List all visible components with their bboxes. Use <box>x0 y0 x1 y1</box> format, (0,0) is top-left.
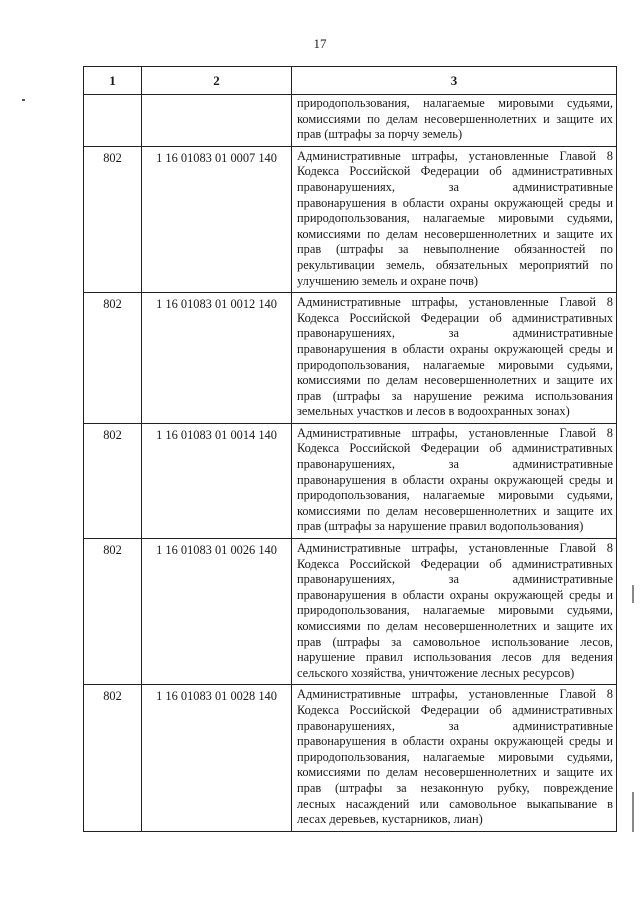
desc-line: прав (штрафы за нарушение режима использования <box>297 388 613 403</box>
fines-table <box>83 66 617 832</box>
cell-kbk: 1 16 01083 01 0014 140 <box>142 423 292 538</box>
table-row <box>84 146 617 292</box>
desc-line: Кодекса Российской Федерации об административных <box>297 702 613 717</box>
desc-line: Административные штрафы, установленные Главой 8 <box>297 295 613 310</box>
table-row <box>84 539 617 685</box>
desc-line: комиссиями по делам несовершеннолетних и защите их <box>297 765 613 780</box>
page-number: 17 <box>313 36 327 51</box>
cell-kbk: 1 16 01083 01 0007 140 <box>142 146 292 292</box>
desc-line: Кодекса Российской Федерации об административных <box>297 556 613 571</box>
desc-line: правонарушения в области охраны окружающей среды и <box>297 734 613 749</box>
margin-dot <box>22 99 25 101</box>
desc-line: правонарушениях, за административные <box>297 718 613 733</box>
desc-line: природопользования, налагаемые мировыми судьями, <box>297 357 613 372</box>
table-header-row <box>84 67 617 95</box>
desc-line: комиссиями по делам несовершеннолетних и защите их <box>297 226 613 241</box>
desc-line: лесах деревьев, кустарников, лиан) <box>297 812 483 827</box>
cell-kbk: 1 16 01083 01 0026 140 <box>142 539 292 685</box>
desc-line: сельского хозяйства, уничтожение лесных ресурсов) <box>297 665 575 680</box>
table-row-continuation <box>84 95 617 147</box>
desc-line: прав (штрафы за невыполнение обязанностей по <box>297 242 613 257</box>
desc-line: природопользования, налагаемые мировыми судьями, <box>297 749 613 764</box>
desc-line: правонарушения в области охраны окружающей среды и <box>297 195 613 210</box>
table-row <box>84 685 617 831</box>
cell-description <box>292 95 617 147</box>
cell-kbk: 1 16 01083 01 0028 140 <box>142 685 292 831</box>
desc-line: правонарушения в области охраны окружающей среды и <box>297 341 613 356</box>
desc-line: природопользования, налагаемые мировыми судьями, <box>297 211 613 226</box>
desc-line: улучшению земель и охране почв) <box>297 273 479 288</box>
desc-line: правонарушениях, за административные <box>297 457 613 472</box>
cell-code: 802 <box>84 685 142 831</box>
desc-line: природопользования, налагаемые мировыми судьями, <box>297 488 613 503</box>
header-col-2: 2 <box>142 67 292 95</box>
cell-code: 802 <box>84 293 142 424</box>
desc-line: природопользования, налагаемые мировыми судьями, <box>297 96 613 110</box>
table-row <box>84 423 617 538</box>
desc-line: природопользования, налагаемые мировыми судьями, <box>297 603 613 618</box>
cell-code: 802 <box>84 539 142 685</box>
cell-description <box>292 539 617 685</box>
desc-line: Административные штрафы, установленные Главой 8 <box>297 687 613 702</box>
desc-line: земельных участков и лесов в водоохранных зонах) <box>297 404 570 419</box>
cell-kbk <box>142 95 292 147</box>
cell-description <box>292 293 617 424</box>
desc-line: Кодекса Российской Федерации об административных <box>297 310 613 325</box>
desc-line: комиссиями по делам несовершеннолетних и защите их <box>297 503 613 518</box>
cell-kbk: 1 16 01083 01 0012 140 <box>142 293 292 424</box>
desc-line: прав (штрафы за незаконную рубку, повреждение <box>297 780 613 795</box>
desc-line: лесных насаждений или самовольное выкапывание в <box>297 796 613 811</box>
desc-line: правонарушения в области охраны окружающей среды и <box>297 587 613 602</box>
desc-line: Административные штрафы, установленные Главой 8 <box>297 425 613 440</box>
cell-description <box>292 146 617 292</box>
cell-code: 802 <box>84 146 142 292</box>
desc-line: прав (штрафы за самовольное использование лесов, <box>297 634 613 649</box>
margin-mark <box>632 585 634 603</box>
desc-line: нарушение правил использования лесов для ведения <box>297 650 613 665</box>
desc-line: комиссиями по делам несовершеннолетних и защите их <box>297 373 613 388</box>
desc-line: правонарушениях, за административные <box>297 179 613 194</box>
cell-code <box>84 95 142 147</box>
desc-line: Административные штрафы, установленные Главой 8 <box>297 541 613 556</box>
header-col-3: 3 <box>292 67 617 95</box>
header-col-1: 1 <box>84 67 142 95</box>
table-row <box>84 293 617 424</box>
desc-line: правонарушения в области охраны окружающей среды и <box>297 472 613 487</box>
desc-line: Административные штрафы, установленные Главой 8 <box>297 148 613 163</box>
desc-line: прав (штрафы за нарушение правил водопользования) <box>297 519 584 534</box>
desc-line: комиссиями по делам несовершеннолетних и защите их <box>297 619 613 633</box>
desc-line: Кодекса Российской Федерации об административных <box>297 441 613 456</box>
desc-line: правонарушениях, за административные <box>297 326 613 341</box>
desc-line: Кодекса Российской Федерации об административных <box>297 164 613 179</box>
margin-mark <box>632 792 634 832</box>
desc-line: правонарушениях, за административные <box>297 572 613 587</box>
desc-line: рекультивации земель, обязательных мероприятий по <box>297 257 613 272</box>
cell-description <box>292 685 617 831</box>
cell-code: 802 <box>84 423 142 538</box>
desc-line: прав (штрафы за порчу земель) <box>297 127 463 142</box>
cell-description <box>292 423 617 538</box>
desc-line: комиссиями по делам несовершеннолетних и защите их <box>297 111 613 126</box>
